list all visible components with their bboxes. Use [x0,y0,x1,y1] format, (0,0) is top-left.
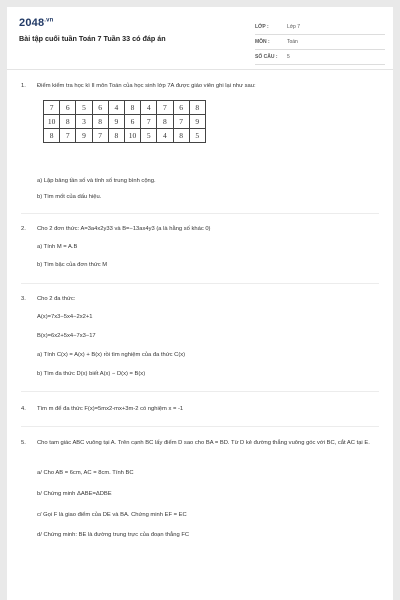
question-5-part-c: c/ Gọi F là giao điểm của DE và BA. Chứng minh EF = EC [37,512,187,518]
score-table [43,100,206,143]
question-3-number: 3. [21,296,26,302]
question-2-part-b: b) Tìm bậc của đơn thức M [37,262,108,268]
divider [21,283,379,284]
table-cell: 8 [157,115,173,129]
table-cell: 6 [124,115,140,129]
table-cell: 7 [60,129,76,143]
table-cell: 8 [124,101,140,115]
table-cell: 9 [76,129,92,143]
table-cell: 5 [141,129,157,143]
site-logo[interactable] [19,17,54,29]
meta-class [255,20,385,35]
table-cell: 10 [124,129,140,143]
polynomial-a: A(x)=7x3−5x4−2x2+1 [37,314,93,320]
meta-question-count [255,50,385,65]
meta-class-label: LỚP : [255,24,269,30]
worksheet-title: Bài tập cuối tuần Toán 7 Tuần 33 có đáp án [19,34,166,43]
meta-class-value: Lớp 7 [287,24,301,30]
table-cell: 6 [60,101,76,115]
table-cell: 7 [157,101,173,115]
polynomial-b: B(x)=6x2+5x4−7x3−17 [37,333,96,339]
question-4-number: 4. [21,406,26,412]
meta-count-value: 5 [287,54,290,60]
logo-text: 2048 [19,17,45,29]
table-row [44,129,206,143]
table-cell: 8 [173,129,189,143]
table-cell: 8 [44,129,60,143]
meta-subject [255,35,385,50]
table-cell: 6 [173,101,189,115]
question-2-part-a: a) Tính M = A.B [37,244,78,250]
table-cell: 3 [76,115,92,129]
table-cell: 8 [189,101,205,115]
meta-count-label: SỐ CÂU : [255,54,278,60]
table-cell: 5 [189,129,205,143]
table-cell: 8 [60,115,76,129]
divider [21,426,379,427]
question-2-number: 2. [21,226,26,232]
table-cell: 7 [92,129,108,143]
divider [21,213,379,214]
table-cell: 9 [189,115,205,129]
question-1-text: Điểm kiểm tra học kì II môn Toán của học sinh lớp 7A được giáo viên ghi lại như sau: [37,83,256,89]
question-3-text: Cho 2 đa thức: [37,296,76,302]
table-cell: 8 [92,115,108,129]
table-cell: 10 [44,115,60,129]
meta-subject-label: MÔN : [255,39,270,45]
table-row [44,115,206,129]
question-1-part-b: b) Tìm mốt của dấu hiệu. [37,194,102,200]
question-2-text: Cho 2 đơn thức: A=3a4x2y33 và B=−13ax4y3 (a là hằng số khác 0) [37,226,211,232]
question-5-number: 5. [21,440,26,446]
table-cell: 4 [157,129,173,143]
table-cell: 6 [92,101,108,115]
logo-suffix: .vn [44,17,54,24]
question-1-number: 1. [21,83,26,89]
table-cell: 8 [108,129,124,143]
worksheet-page [7,7,393,600]
question-4-text: Tìm m để đa thức F(x)=5mx2-mx+3m-2 có nghiệm x = -1 [37,406,184,412]
divider [21,391,379,392]
question-5-text: Cho tam giác ABC vuông tại A. Trên cạnh BC lấy điểm D sao cho BA = BD. Từ D kẻ đường thẳng vuông góc với BC, cắt AC tại E. [37,440,370,446]
table-cell: 5 [76,101,92,115]
table-cell: 9 [108,115,124,129]
table-cell: 4 [141,101,157,115]
table-cell: 7 [173,115,189,129]
meta-subject-value: Toán [287,39,298,45]
question-5-part-d: d/ Chứng minh: BE là đường trung trực của đoạn thẳng FC [37,532,190,538]
table-cell: 4 [108,101,124,115]
table-cell: 7 [141,115,157,129]
header-divider [7,69,393,70]
question-3-part-b: b) Tìm đa thức D(x) biết A(x) − D(x) = B(x) [37,371,146,377]
question-5-part-b: b/ Chứng minh ΔABE=ΔDBE [37,491,112,497]
question-1-part-a: a) Lập bảng tần số và tính số trung bình cộng. [37,178,156,184]
table-cell: 7 [44,101,60,115]
table-row [44,101,206,115]
question-3-part-a: a) Tính C(x) = A(x) + B(x) rồi tìm nghiệm của đa thức C(x) [37,352,186,358]
question-5-part-a: a/ Cho AB = 6cm, AC = 8cm. Tính BC [37,470,134,476]
